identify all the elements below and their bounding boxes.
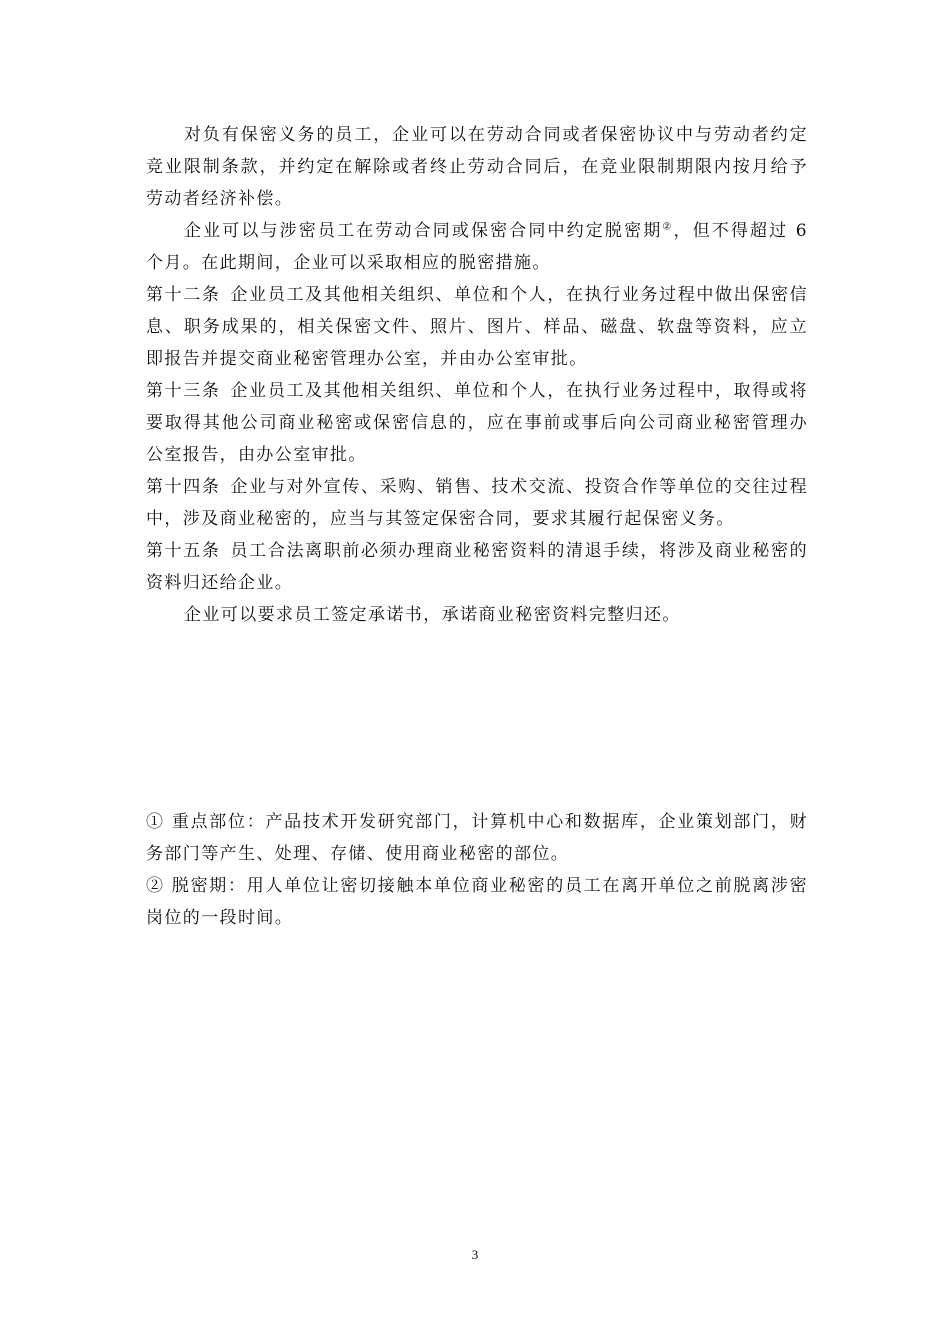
footnote-mark: ②	[146, 876, 165, 896]
article-text: 企业与对外宣传、采购、销售、技术交流、投资合作等单位的交往过程中，涉及商业秘密的，应当与其签定保密合同，要求其履行起保密义务。	[146, 477, 808, 529]
paragraph-decryption-period	[146, 215, 808, 279]
article-heading: 第十二条	[146, 285, 221, 305]
article-14	[146, 471, 808, 535]
footnote-2	[146, 870, 808, 934]
article-heading: 第十四条	[146, 477, 221, 497]
paragraph-text: 企业可以与涉密员工在劳动合同或保密合同中约定脱密期	[184, 221, 663, 241]
article-heading: 第十五条	[146, 541, 221, 561]
article-text: 企业员工及其他相关组织、单位和个人，在执行业务过程中做出保密信息、职务成果的，相关保密文件、照片、图片、样品、磁盘、软盘等资料，应立即报告并提交商业秘密管理办公室，并由办公室审批。	[146, 285, 808, 369]
article-12	[146, 279, 808, 375]
paragraph-commitment	[146, 599, 808, 631]
footnote-text: 重点部位：产品技术开发研究部门，计算机中心和数据库，企业策划部门，财务部门等产生、处理、存储、使用商业秘密的部位。	[146, 812, 808, 864]
article-text: 企业员工及其他相关组织、单位和个人，在执行业务过程中，取得或将要取得其他公司商业秘密或保密信息的，应在事前或事后向公司商业秘密管理办公室报告，由办公室审批。	[146, 381, 808, 465]
article-13	[146, 375, 808, 471]
footnote-1	[146, 806, 808, 870]
article-heading: 第十三条	[146, 381, 221, 401]
page-number: 3	[471, 1247, 479, 1262]
footnote-ref-2[interactable]: ②	[662, 221, 674, 233]
paragraph-text: 企业可以要求员工签定承诺书，承诺商业秘密资料完整归还。	[184, 605, 681, 625]
footnote-text: 脱密期：用人单位让密切接触本单位商业秘密的员工在离开单位之前脱离涉密岗位的一段时间。	[146, 876, 808, 928]
paragraph-text: 对负有保密义务的员工，企业可以在劳动合同或者保密协议中与劳动者约定竞业限制条款，并约定在解除或者终止劳动合同后，在竞业限制期限内按月给予劳动者经济补偿。	[146, 125, 808, 209]
footnote-mark: ①	[146, 812, 165, 832]
paragraph-text-after: ，但不得超过 6 个月。在此期间，企业可以采取相应的脱密措施。	[146, 221, 809, 273]
article-text: 员工合法离职前必须办理商业秘密资料的清退手续，将涉及商业秘密的资料归还给企业。	[146, 541, 808, 593]
footnotes	[146, 806, 808, 934]
body-text	[146, 119, 808, 631]
paragraph-non-compete	[146, 119, 808, 215]
article-15	[146, 535, 808, 599]
